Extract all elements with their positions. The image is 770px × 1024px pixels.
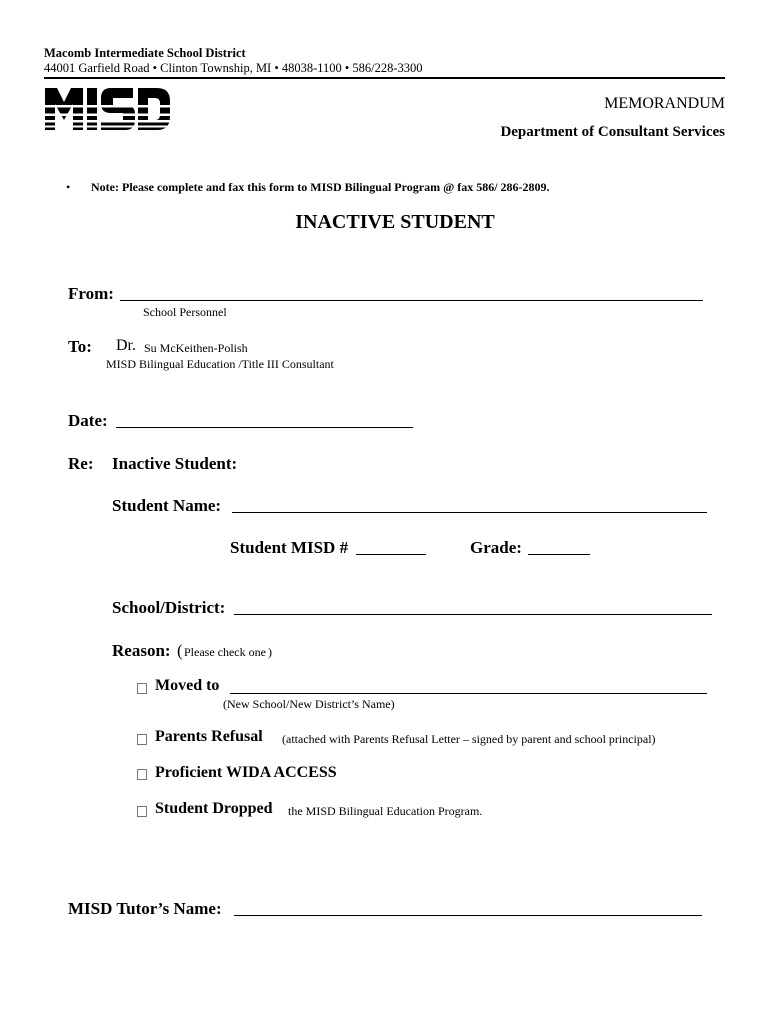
student-misd-label: Student MISD #	[230, 538, 349, 557]
org-name: Macomb Intermediate School District	[44, 46, 246, 60]
to-label: To:	[68, 337, 92, 356]
from-sublabel: School Personnel	[143, 305, 227, 319]
moved-to-sublabel: (New School/New District’s Name)	[223, 697, 395, 711]
tutor-name-field[interactable]	[234, 915, 702, 916]
date-label: Date:	[68, 411, 108, 430]
parents-refusal-label: Parents Refusal	[155, 728, 263, 745]
reason-open-paren: (	[177, 641, 183, 660]
from-field[interactable]	[120, 300, 703, 301]
moved-to-field[interactable]	[230, 693, 707, 694]
re-label: Re:	[68, 454, 94, 473]
parents-refusal-note: (attached with Parents Refusal Letter – signed by parent and school principal)	[282, 732, 656, 746]
to-title: Dr.	[116, 337, 136, 354]
proficient-wida-label: Proficient WIDA ACCESS	[155, 764, 337, 781]
fax-note: Note: Please complete and fax this form to MISD Bilingual Program @ fax 586/ 286-2809.	[91, 180, 550, 194]
form-title: INACTIVE STUDENT	[295, 211, 495, 233]
re-text: Inactive Student:	[112, 454, 238, 473]
bullet-icon: •	[66, 180, 71, 194]
reason-hint: Please check one	[184, 645, 266, 659]
student-name-field[interactable]	[232, 512, 707, 513]
reason-label: Reason:	[112, 641, 171, 660]
department-label: Department of Consultant Services	[500, 124, 725, 140]
student-misd-field[interactable]	[356, 554, 426, 555]
student-name-label: Student Name:	[112, 496, 222, 515]
school-district-label: School/District:	[112, 598, 226, 617]
school-district-field[interactable]	[234, 614, 712, 615]
student-dropped-note: the MISD Bilingual Education Program.	[288, 804, 483, 818]
header-divider	[44, 77, 725, 79]
grade-field[interactable]	[528, 554, 590, 555]
memo-label: MEMORANDUM	[604, 95, 725, 112]
student-dropped-label: Student Dropped	[155, 800, 273, 817]
proficient-wida-checkbox[interactable]	[137, 769, 147, 780]
moved-to-label: Moved to	[155, 677, 220, 694]
org-address: 44001 Garfield Road • Clinton Township, MI • 48038-1100 • 586/228-3300	[44, 61, 423, 75]
to-sublabel: MISD Bilingual Education /Title III Consultant	[106, 357, 334, 371]
grade-label: Grade:	[470, 538, 522, 557]
from-label: From:	[68, 284, 114, 303]
parents-refusal-checkbox[interactable]	[137, 734, 147, 745]
reason-close-paren: )	[268, 645, 272, 659]
moved-to-checkbox[interactable]	[137, 683, 147, 694]
to-name: Su McKeithen-Polish	[144, 341, 248, 355]
misd-logo	[45, 88, 170, 130]
student-dropped-checkbox[interactable]	[137, 806, 147, 817]
tutor-name-label: MISD Tutor’s Name:	[68, 899, 222, 918]
date-field[interactable]	[116, 427, 413, 428]
